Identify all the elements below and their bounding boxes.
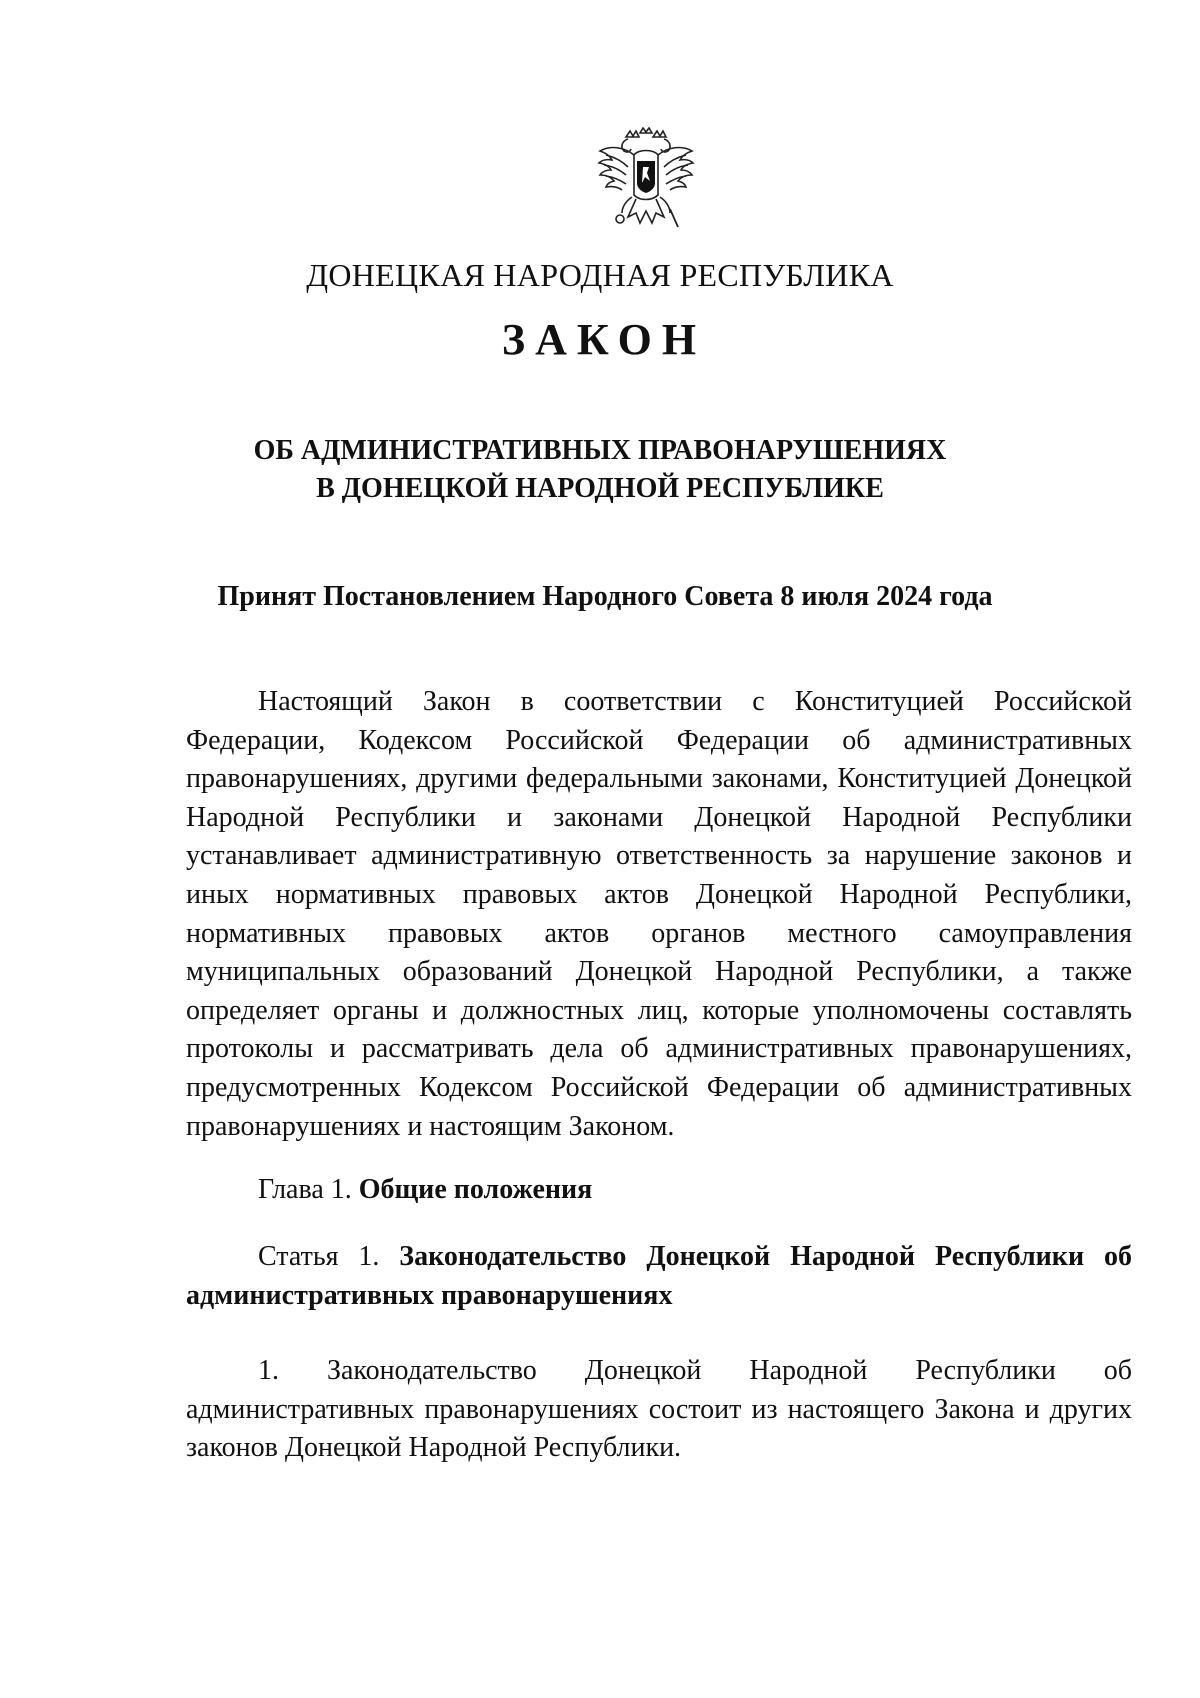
document-type: ЗАКОН (501, 315, 707, 364)
article-heading (186, 1238, 1132, 1315)
adoption-note: Принят Постановлением Народного Совета 8 июля 2024 года (217, 581, 993, 612)
chapter-title: Общие положения (358, 1174, 593, 1205)
law-title-line-2: В ДОНЕЦКОЙ НАРОДНОЙ РЕСПУБЛИКЕ (316, 473, 884, 504)
article-title: Законодательство Донецкой Народной Республики об административных правонарушениях (186, 1241, 1132, 1311)
coat-of-arms-icon (596, 127, 696, 233)
chapter-label: Глава 1. (258, 1174, 359, 1205)
preamble-paragraph: Настоящий Закон в соответствии с Конституцией Российской Федерации, Кодексом Российской Федерации об административных правонарушениях, другими федеральными законами, Конституцией Донецкой Народной Республики и законами Донецкой Народной Республики устанавливает административную ответственность за нарушение законов и иных нормативных правовых актов Донецкой Народной Республики, нормативных правовых актов органов местного самоуправления муниципальных образований Донецкой Народной Республики, а также определяет органы и должностных лиц, которые уполномочены составлять протоколы и рассматривать дела об административных правонарушениях, предусмотренных Кодексом Российской Федерации об административных правонарушениях и настоящим Законом. (186, 686, 1132, 1142)
law-title (0, 432, 1200, 508)
law-title-line-1: ОБ АДМИНИСТРАТИВНЫХ ПРАВОНАРУШЕНИЯХ (253, 435, 947, 466)
republic-name: ДОНЕЦКАЯ НАРОДНАЯ РЕСПУБЛИКА (306, 257, 894, 293)
chapter-heading (258, 1171, 592, 1209)
article-point-1: 1. Законодательство Донецкой Народной Республики об административных правонарушениях состоит из настоящего Закона и других законов Донецкой Народной Республики. (186, 1355, 1132, 1464)
article-label: Статья 1. (258, 1241, 400, 1272)
